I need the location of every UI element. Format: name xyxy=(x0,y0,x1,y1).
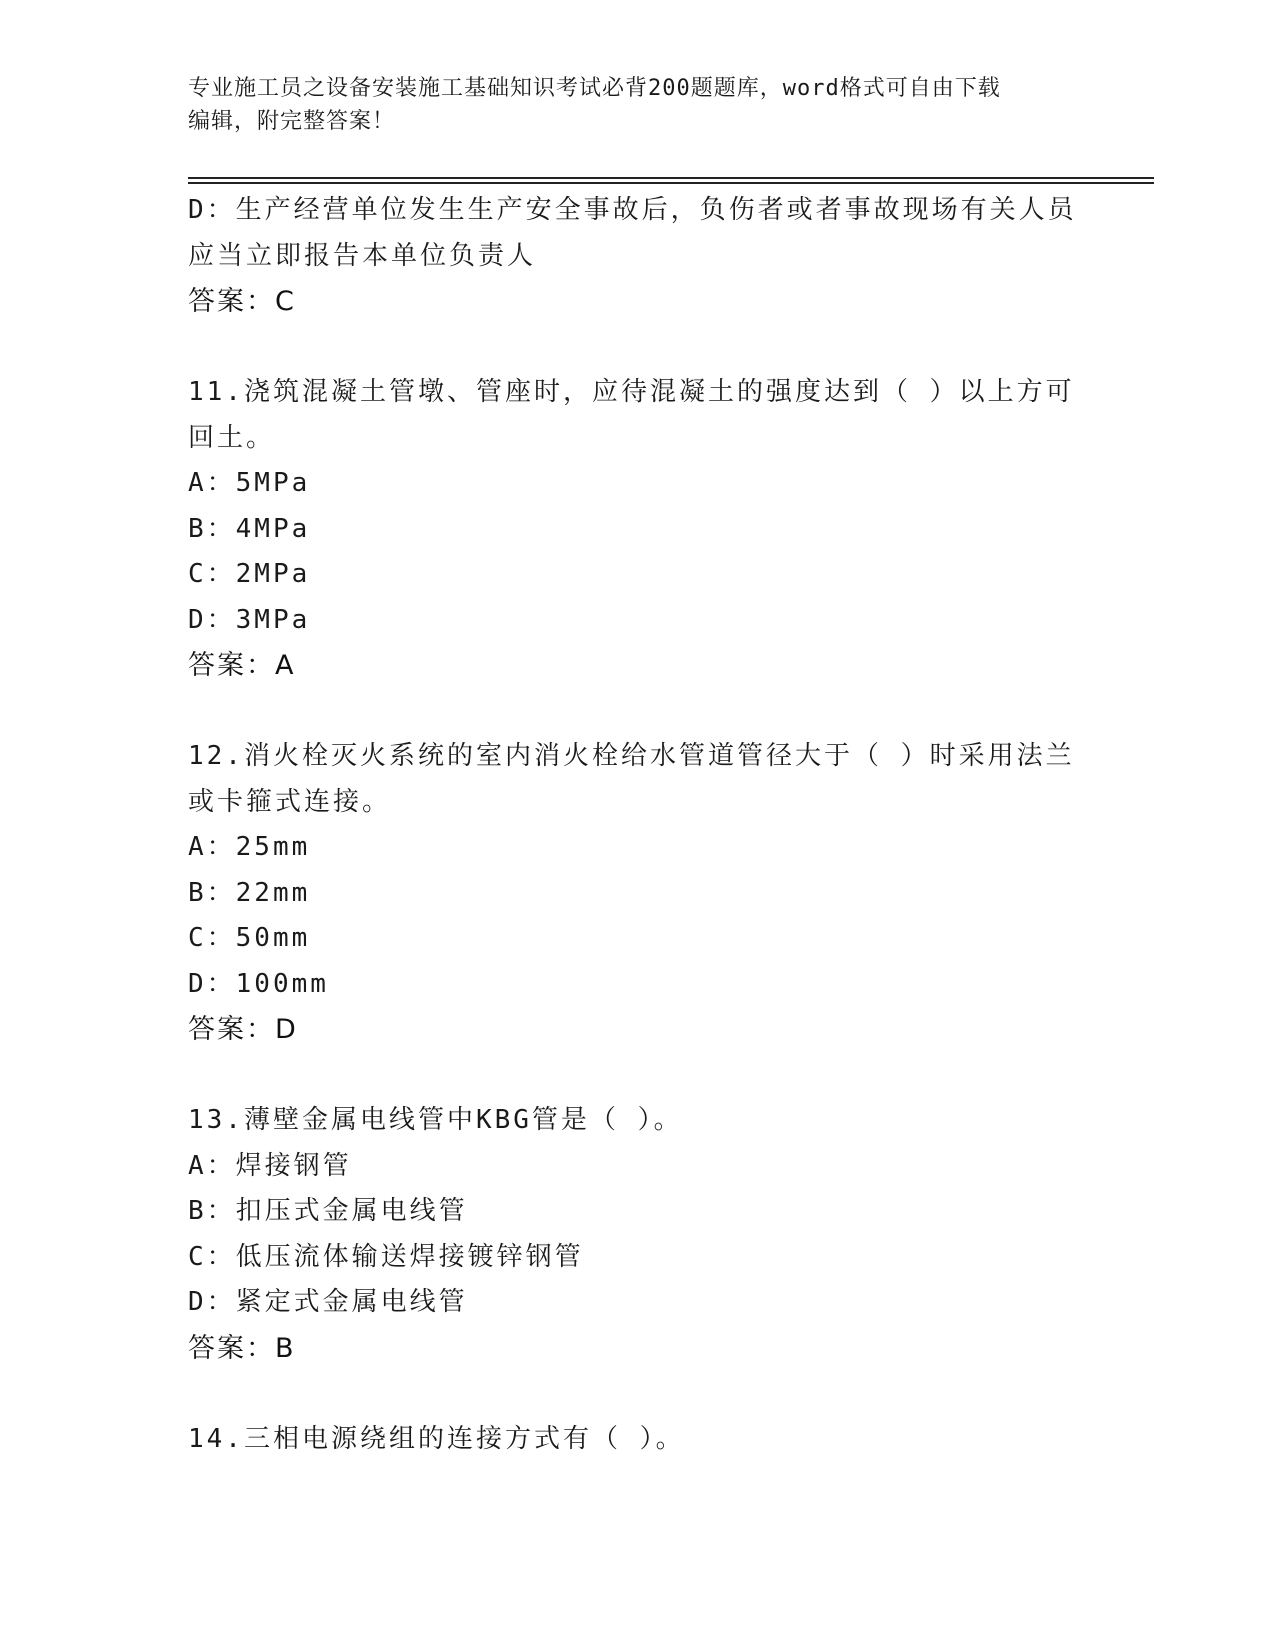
header-line-2: 编辑，附完整答案！ xyxy=(188,109,396,134)
option-b: B：22mm xyxy=(188,877,311,908)
answer-line: 答案：B xyxy=(188,1332,296,1364)
question-stem-line-2: 回土。 xyxy=(188,422,276,453)
question-block-12 xyxy=(188,734,1088,1053)
option-d: D：3MPa xyxy=(188,604,311,635)
question-stem-line-1: 14.三相电源绕组的连接方式有（ ）。 xyxy=(188,1423,685,1454)
question-stem-line-1: 13.薄壁金属电线管中KBG管是（ ）。 xyxy=(188,1105,683,1135)
question-stem-line-2: 或卡箍式连接。 xyxy=(188,786,392,817)
option-c: C：低压流体输送焊接镀锌钢管 xyxy=(188,1241,584,1272)
question-block-10 xyxy=(188,188,1088,325)
option-d: D：100mm xyxy=(188,968,329,999)
question-stem-line-1: 11.浇筑混凝土管墩、管座时，应待混凝土的强度达到（ ）以上方可 xyxy=(188,377,1075,407)
spacer xyxy=(188,325,1088,371)
question-block-13 xyxy=(188,1098,1088,1371)
option-d-line-1: D：生产经营单位发生生产安全事故后，负伤者或者事故现场有关人员 xyxy=(188,195,1077,225)
answer-line: 答案：A xyxy=(188,650,296,681)
question-stem-line-1: 12.消火栓灭火系统的室内消火栓给水管道管径大于（ ）时采用法兰 xyxy=(188,741,1075,771)
spacer xyxy=(188,1371,1088,1417)
option-a: A：焊接钢管 xyxy=(188,1150,352,1181)
answer-line: 答案：D xyxy=(188,1014,298,1045)
answer-line: 答案：C xyxy=(188,286,296,317)
option-c: C：50mm xyxy=(188,923,311,953)
question-list xyxy=(188,188,1088,1462)
document-header xyxy=(188,72,1068,138)
option-b: B：扣压式金属电线管 xyxy=(188,1196,468,1226)
option-a: A：5MPa xyxy=(188,468,311,498)
question-block-14 xyxy=(188,1417,1088,1463)
header-divider-bottom xyxy=(188,182,1154,184)
header-line-1: 专业施工员之设备安装施工基础知识考试必背200题题库，word格式可自由下载 xyxy=(188,76,1001,101)
option-c: C：2MPa xyxy=(188,559,311,589)
option-a: A：25mm xyxy=(188,832,311,862)
header-divider-top xyxy=(188,177,1154,179)
option-d: D：紧定式金属电线管 xyxy=(188,1287,468,1317)
option-d-line-2: 应当立即报告本单位负责人 xyxy=(188,240,537,271)
question-block-11 xyxy=(188,370,1088,689)
spacer xyxy=(188,1053,1088,1099)
spacer xyxy=(188,689,1088,735)
option-b: B：4MPa xyxy=(188,513,311,544)
